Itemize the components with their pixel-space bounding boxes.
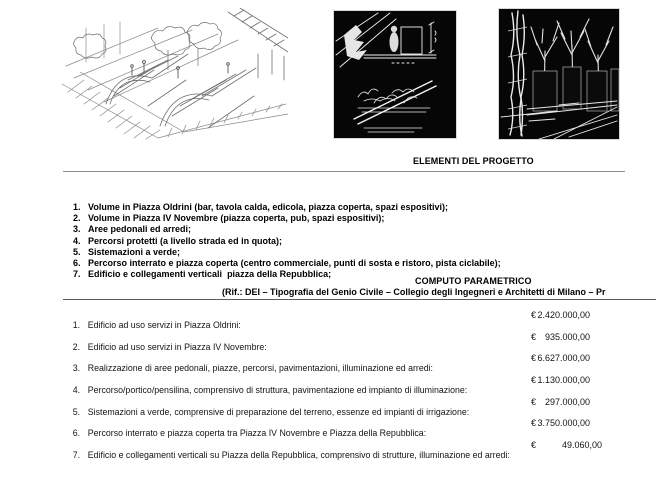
amount-value: 297.000,00 [544, 397, 590, 407]
sketch-figure-section-night [333, 10, 457, 139]
item-text: Aree pedonali ed arredi; [88, 224, 192, 234]
item-number: 5. [72, 407, 81, 417]
section-title-elementi: ELEMENTI DEL PROGETTO [413, 156, 534, 166]
euro-sign: € [531, 375, 537, 385]
divider-elementi [63, 171, 625, 172]
item-amount [531, 397, 590, 407]
item-text: Volume in Piazza Oldrini (bar, tavola calda, edicola, piazza coperta, spazi espositivi); [88, 202, 448, 212]
divider-computo [63, 299, 656, 300]
item-text: Edificio ad uso servizi in Piazza Oldrini: [87, 320, 241, 330]
amount-value: 3.750.000,00 [537, 418, 590, 428]
item-number: 6. [72, 428, 81, 438]
sketch-figure-trees-panels [498, 8, 620, 140]
item-amount [531, 375, 590, 385]
euro-sign: € [531, 397, 537, 407]
computo-item [63, 440, 656, 480]
euro-sign: € [531, 353, 537, 363]
item-number: 4. [72, 385, 81, 395]
item-number: 2. [73, 213, 81, 223]
sketch-figure-piazza-perspective [60, 8, 288, 140]
item-text: Sistemazioni a verde; [88, 247, 181, 257]
section-title-computo: COMPUTO PARAMETRICO [415, 276, 532, 286]
item-amount [531, 310, 590, 320]
item-text: Edificio e collegamenti verticali su Piazza della Repubblica, comprensivo di strutture, illuminazione ed arredi: [87, 450, 510, 460]
item-number: 7. [73, 269, 81, 279]
euro-sign: € [531, 418, 537, 428]
euro-sign: € [531, 332, 537, 342]
amount-value: 1.130.000,00 [537, 375, 590, 385]
item-text: Percorso/portico/pensilina, comprensivo di struttura, pavimentazione ed impianto di illuminazione: [87, 385, 468, 395]
amount-value: 6.627.000,00 [537, 353, 590, 363]
item-number: 7. [72, 450, 81, 460]
euro-sign: € [531, 440, 537, 450]
item-text: Percorsi protetti (a livello strada ed in quota); [88, 236, 283, 246]
item-text: Edificio ad uso servizi in Piazza IV Novembre: [87, 342, 267, 352]
item-text: Percorso interrato e piazza coperta tra Piazza IV Novembre e Piazza della Repubblica: [87, 428, 427, 438]
item-amount [531, 418, 590, 428]
item-number: 2. [72, 342, 81, 352]
amount-value: 2.420.000,00 [537, 310, 590, 320]
euro-sign: € [531, 310, 537, 320]
item-text: Percorso interrato e piazza coperta (centro commerciale, punti di sosta e ristoro, pista ciclabile); [88, 258, 501, 268]
item-amount [531, 353, 590, 363]
item-amount [531, 440, 602, 450]
item-number: 4. [73, 236, 81, 246]
item-number: 3. [73, 224, 81, 234]
item-number: 6. [73, 258, 81, 268]
item-number: 1. [72, 320, 81, 330]
item-number: 1. [73, 202, 81, 212]
item-text: Realizzazione di aree pedonali, piazze, percorsi, pavimentazioni, illuminazione ed arredi: [87, 363, 434, 373]
computo-reference: (Rif.: DEI – Tipografia del Genio Civile – Collegio degli Ingegneri e Architetti di Milano – Pr [222, 287, 606, 297]
amount-value: 935.000,00 [544, 332, 590, 342]
amount-value: 49.060,00 [561, 440, 602, 450]
item-text: Volume in Piazza IV Novembre (piazza coperta, pub, spazi espositivi); [88, 213, 385, 223]
item-amount [531, 332, 590, 342]
item-text: Edificio e collegamenti verticali piazza della Repubblica; [88, 269, 332, 279]
item-text: Sistemazioni a verde, comprensive di preparazione del terreno, essenze ed impianti di irrigazione: [87, 407, 470, 417]
item-number: 5. [73, 247, 81, 257]
item-number: 3. [72, 363, 81, 373]
